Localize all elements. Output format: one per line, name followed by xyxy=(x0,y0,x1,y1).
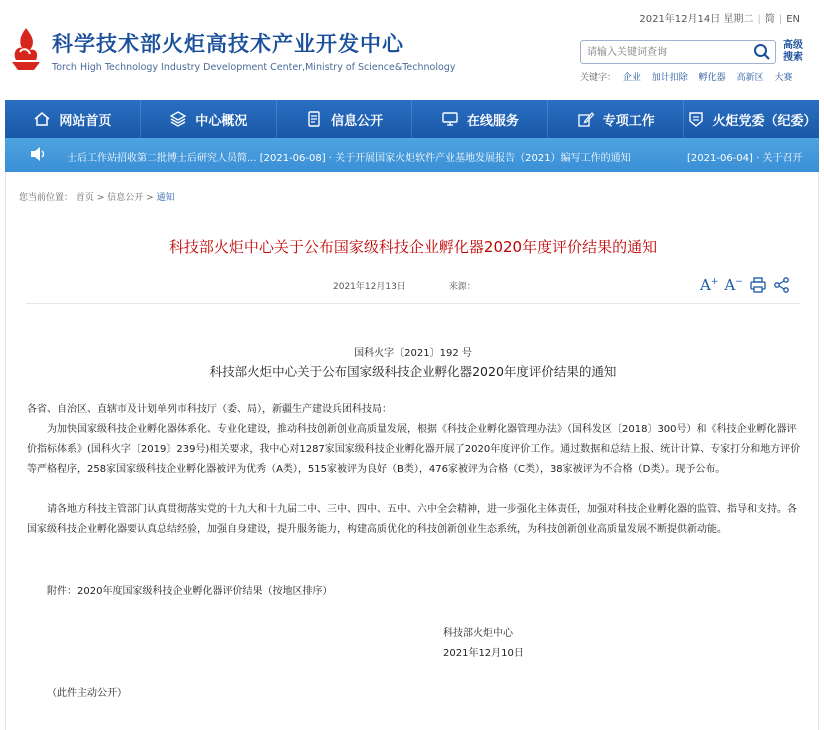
breadcrumb-home[interactable]: 首页 xyxy=(75,193,94,203)
nav-item-home[interactable] xyxy=(5,100,141,138)
badge-icon xyxy=(687,110,705,128)
site-header xyxy=(0,0,824,100)
site-title[interactable]: 科学技术部火炬高技术产业开发中心 xyxy=(52,32,404,56)
font-decrease-button[interactable]: A− xyxy=(724,276,743,294)
top-utility-bar: 2021年12月14日 星期二 | 简 | EN xyxy=(639,14,800,25)
article-title: 科技部火炬中心关于公布国家级科技企业孵化器2020年度评价结果的通知 xyxy=(168,238,658,256)
torch-logo-icon[interactable] xyxy=(6,26,46,72)
lang-simplified-link[interactable]: 简 xyxy=(764,14,775,25)
source-label: 来源： xyxy=(448,282,476,292)
nav-item-party-committee[interactable] xyxy=(684,100,819,138)
nav-item-label: 专项工作 xyxy=(602,113,655,129)
keyword-link[interactable]: 大赛 xyxy=(774,73,793,83)
article-tools xyxy=(700,276,791,294)
layers-icon xyxy=(169,110,187,128)
announcement-bar xyxy=(5,138,819,172)
body-paragraph: 请各地方科技主管部门认真贯彻落实党的十九大和十九届二中、三中、四中、五中、六中全会精神，进一步强化主体责任，加强对科技企业孵化器的监管、指导和支持。各国家级科技企业孵化器要认真总结经验，加强自身建设，提升服务能力，构建高质优化的科技创新创业生态系统，为科技创新创业高质量发展不断提供新动能。 xyxy=(27,504,797,535)
keyword-link[interactable]: 加计扣除 xyxy=(651,73,688,83)
search-icon[interactable] xyxy=(753,43,771,61)
breadcrumb-separator: > xyxy=(96,193,105,203)
edit-icon xyxy=(577,110,595,128)
print-icon[interactable] xyxy=(749,276,767,294)
font-increase-button[interactable]: A+ xyxy=(700,276,719,294)
nav-item-special-work[interactable] xyxy=(548,100,684,138)
breadcrumb-info[interactable]: 信息公开 xyxy=(107,193,144,203)
document-number: 国科火字〔2021〕192 号 xyxy=(354,348,472,359)
current-date: 2021年12月14日 星期二 xyxy=(639,14,754,25)
document-title: 科技部火炬中心关于公布国家级科技企业孵化器2020年度评价结果的通知 xyxy=(209,364,617,379)
disclosure-note: （此件主动公开） xyxy=(47,688,127,699)
nav-item-label: 网站首页 xyxy=(59,113,112,129)
announcement-ticker[interactable]: 士后工作站招收第二批博士后研究人员简... [2021-06-08] · 关于开展国家火炬软件产业基地发展报告（2021）编写工作的通知 xyxy=(67,153,631,164)
article-meta xyxy=(333,279,476,292)
article-panel xyxy=(5,172,819,730)
speaker-icon xyxy=(29,146,47,162)
main-nav xyxy=(5,100,819,138)
body-paragraph: 为加快国家级科技企业孵化器体系化、专业化建设，推动科技创新创业高质量发展，根据《科技企业孵化器管理办法》（国科发区〔2018〕300号）和《科技企业孵化器评价指标体系》(国科火字〔2019〕239号)相关要求，我中心对1287家国家级科技企业孵化器开展了2020年度评价工作。通过数据和总结上报、统计计算、专家打分和地方评价等严格程序，258家国家级科技企业孵化器被评为优秀（A类），515家被评为良好（B类），476家被评为合格（C类），38家被评为不合格（D类）。现予公布。 xyxy=(27,424,801,475)
keyword-link[interactable]: 孵化器 xyxy=(698,73,726,83)
title-divider xyxy=(26,303,800,304)
font-increase-label: A xyxy=(700,276,711,294)
announcement-ticker-next[interactable]: [2021-06-04] · 关于召开 xyxy=(687,153,803,164)
breadcrumb-separator: > xyxy=(146,193,154,203)
search-box xyxy=(580,40,776,64)
share-icon[interactable] xyxy=(773,276,791,294)
keyword-links xyxy=(580,70,800,83)
salutation: 各省、自治区、直辖市及计划单列市科技厅（委、局），新疆生产建设兵团科技局： xyxy=(27,404,392,415)
breadcrumb-prefix: 您当前位置： xyxy=(19,193,74,203)
keywords-label: 关键字： xyxy=(580,73,617,83)
keyword-link[interactable]: 企业 xyxy=(622,73,641,83)
attachment-link[interactable]: 附件：2020年度国家级科技企业孵化器评价结果（按地区排序） xyxy=(47,586,333,597)
monitor-icon xyxy=(441,110,459,128)
lang-english-link[interactable]: EN xyxy=(786,14,800,25)
breadcrumb-current[interactable]: 通知 xyxy=(156,193,175,203)
nav-item-label: 火炬党委（纪委） xyxy=(712,113,817,129)
nav-item-online-service[interactable] xyxy=(412,100,548,138)
breadcrumb xyxy=(19,190,175,203)
nav-item-label: 在线服务 xyxy=(466,113,519,129)
signing-date: 2021年12月10日 xyxy=(443,648,524,659)
nav-item-label: 信息公开 xyxy=(331,113,384,129)
advanced-search-link[interactable]: 高级搜索 xyxy=(783,40,803,63)
keyword-link[interactable]: 高新区 xyxy=(736,73,764,83)
search-input[interactable] xyxy=(587,44,747,60)
font-decrease-label: A xyxy=(724,276,736,294)
document-icon xyxy=(305,110,323,128)
home-icon xyxy=(33,110,51,128)
nav-item-label: 中心概况 xyxy=(195,113,248,129)
site-subtitle: Torch High Technology Industry Development Center,Ministry of Science&Technology xyxy=(52,62,456,73)
nav-item-info[interactable] xyxy=(277,100,413,138)
nav-item-about[interactable] xyxy=(141,100,277,138)
signing-organization: 科技部火炬中心 xyxy=(443,628,513,639)
publish-date: 2021年12月13日 xyxy=(333,282,406,292)
